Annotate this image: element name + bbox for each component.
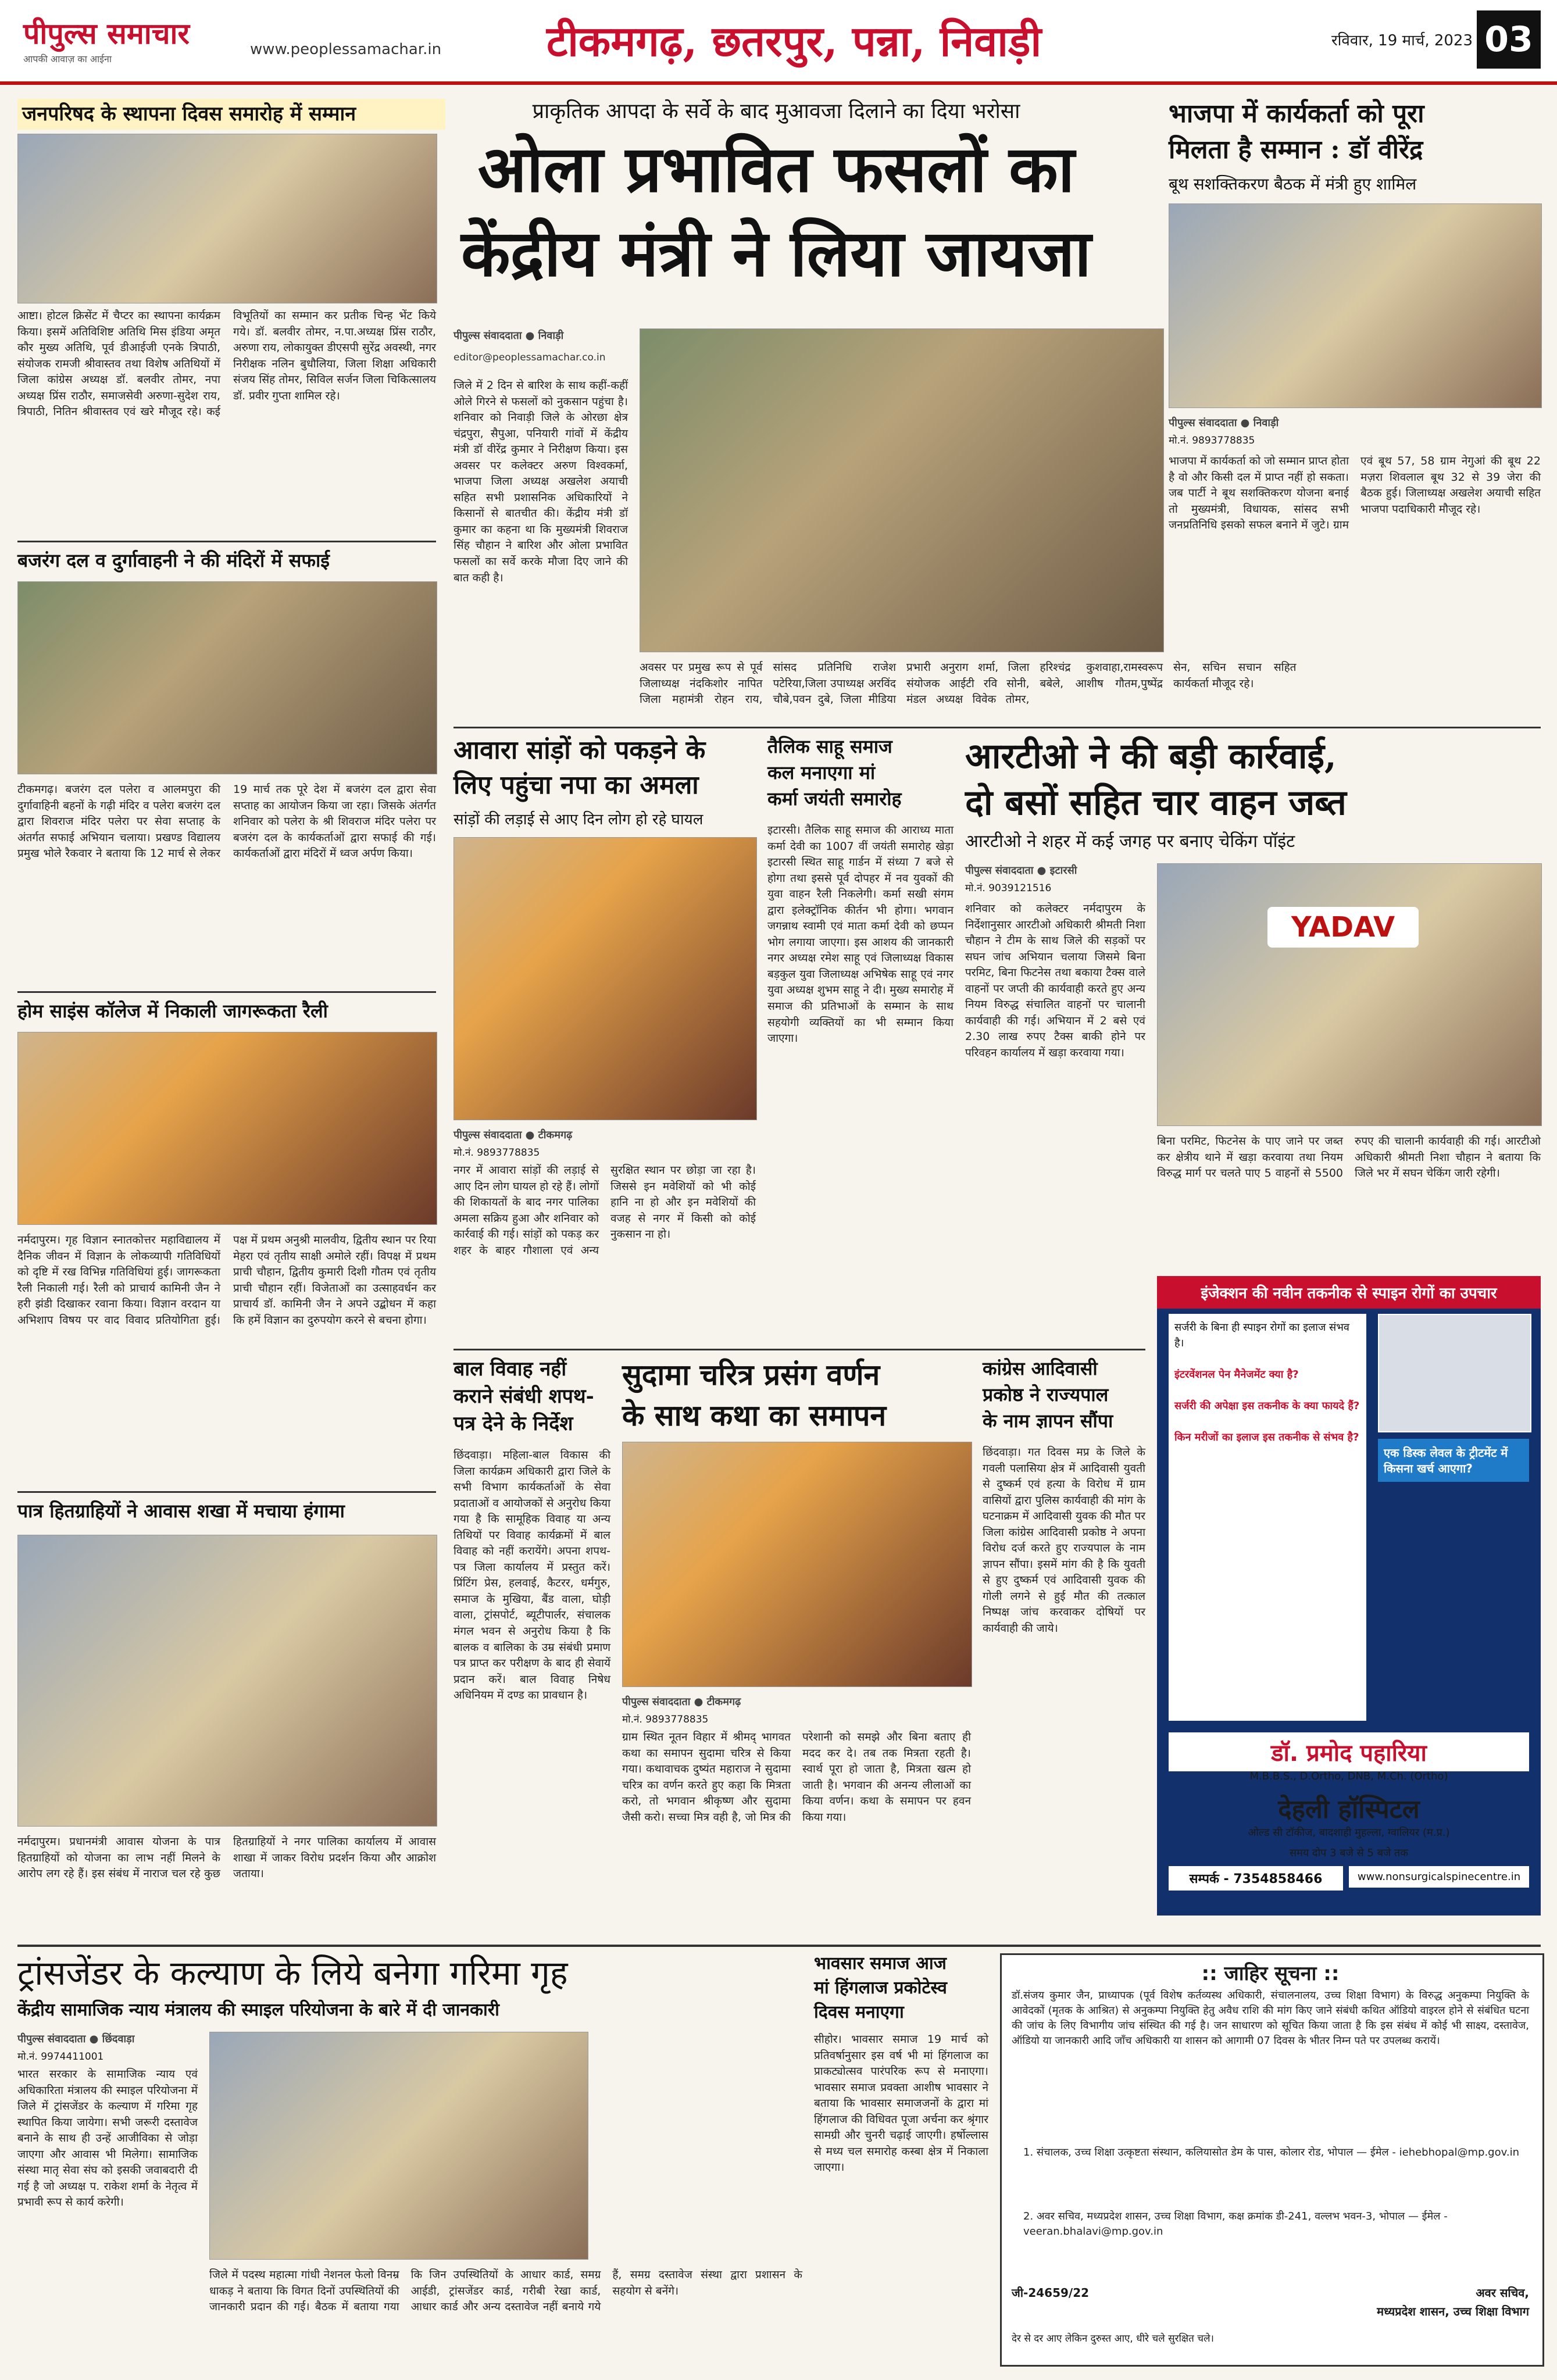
rto-headline-1: आरटीओ ने की बड़ी कार्रवाई,	[965, 736, 1337, 777]
sudama-headline-2: के साथ कथा का समापन	[622, 1398, 887, 1432]
brand-tagline: आपकी आवाज़ का आईना	[23, 53, 112, 65]
sand-photo	[453, 837, 757, 1120]
balvivah-headline-2: कराने संबंधी शपथ-	[453, 1385, 594, 1408]
page-number: 03	[1477, 10, 1541, 69]
sand-body: नगर में आवारा सांड़ों की लड़ाई से आए दिन लोग घायल हो रहे हैं। लोगों की शिकायतों के बाद नगर पालिका अमला सक्रिय हुआ और शनिवार को कार्रवाई की गई। सांड़ों को पकड़ कर शहर के बाहर गौशाला एवं अन्य सुरक्षित स्थान पर छोड़ा जा रहा है। जिससे इन मवेशियों को भी कोई हानि ना हो और इन मवेशियों की वजह से नगर में किसी को कोई नुकसान ना हो।	[453, 1164, 756, 1257]
sand-headline-2: लिए पहुंचा नपा का अमला	[453, 770, 699, 800]
teli-headline-3: कर्मा जयंती समारोह	[767, 788, 902, 810]
bhavsar-body: सीहोर। भावसार समाज 19 मार्च को प्रतिवर्षानुसार इस वर्ष भी मां हिंगलाज का प्राकट्योत्सव पारंपरिक रूप से मनाएगा। भावसार समाज प्रवक्ता आशीष भावसार ने बताया कि भावसार समाजजनों के द्वारा मां हिंगलाज की विधिवत पूजा अर्चना कर श्रृंगार सामग्री और चुनरी चढ़ाई जाएगी। हर्षोल्लास से मध्य चल समारोह कस्बा क्षेत्र में निकाला जाएगा।	[814, 2033, 988, 2174]
bhavsar-headline-2: मां हिंगलाज प्रकोटेस्व	[814, 1978, 947, 1998]
story2-body: टीकमगढ़। बजरंग दल पलेरा व आलमपुरा की दुर्गावाहिनी बहनों के गढ़ी मंदिर व पलेरा बजरंग दल द्वारा शिवराज मंदिर पलेरा पर सेवा सप्ताह के अंतर्गत सफाई अभियान चलाया। प्रखण्ड विद्यालय प्रमुख भोले रैकवार ने बताया कि 12 मार्च से लेकर 19 मार्च तक पूरे देश में बजरंग दल द्वारा सेवा सप्ताह का आयोजन किया जा रहा। जिसके अंतर्गत शनिवार को पलेरा के श्री शिवराज मंदिर पलेरा पर बजरंग दल के कार्यकर्ताओं द्वारा सफाई की गई। कार्यकर्ताओं द्वारा मंदिरों में ध्वज अर्पण किया।	[17, 783, 436, 860]
lead-body-2: अवसर पर प्रमुख रूप से पूर्व जिलाध्यक्ष नंदकिशोर नापित जिला महामंत्री रोहन राय, सांसद प्रतिनिधि राजेश पटेरिया,जिला उपाध्यक्ष अरविंद चौबे,पवन दुबे, जिला मीडिया प्रभारी अनुराग शर्मा, जिला संयोजक आईटी रवि सोनी, मंडल अध्यक्ष विवेक तोमर, हरिश्चंद्र कुशवाहा,रामस्वरूप बबेले, आशीष गौतम,पुष्पेंद्र सेन, सचिन सचान सहित कार्यकर्ता मौजूद रहे।	[640, 661, 1297, 706]
balvivah-headline-3: पत्र देने के निर्देश	[453, 1412, 573, 1435]
balvivah-body: छिंदवाड़ा। महिला-बाल विकास की जिला कार्यक्रम अधिकारी द्वारा जिले के सभी विभाग कार्यकर्ताओं के सेवा प्रदाताओं व आयोजकों से अनुरोध किया गया है कि सामूहिक विवाह या अन्य तिथियों पर विवाह कार्यक्रमों में बाल विवाह को नहीं करायेंगे। अपना शपथ-पत्र जिला कार्यालय में प्रस्तुत करें। प्रिंटिंग प्रेस, हलवाई, कैटरर, धर्मगुरु, समाज के मुखिया, बैंड वाला, घोड़ी वाला, ट्रांसपोर्ट, ब्यूटीपार्लर, संचालक मंगल भवन से अनुरोध किया है कि बालक व बालिका के उम्र संबंधी प्रमाण पत्र प्राप्त कर परीक्षण के बाद ही सेवायें प्रदान करें। बाल विवाह निषेध अधिनियम में दण्ड का प्रावधान है।	[453, 1449, 610, 1702]
bhavsar-headline-3: दिवस मनाएगा	[814, 2002, 904, 2022]
bjp-byline: पीपुल्स संवाददाता ● निवाड़ी	[1169, 417, 1279, 429]
ad-badge: एक डिस्क लेवल के ट्रीटमेंट में किसना खर्च आएगा?	[1378, 1439, 1529, 1482]
brand-name: पीपुल्स समाचार	[23, 16, 190, 51]
sand-subhead: सांड़ों की लड़ाई से आए दिन लोग हो रहे घायल	[453, 811, 703, 828]
trans-byline: पीपुल्स संवाददाता ● छिंदवाड़ा	[17, 2033, 135, 2045]
notice-body: डॉ.संजय कुमार जैन, प्राध्यापक (पूर्व विशेष कर्तव्यस्थ अधिकारी, संचालनालय, उच्च शिक्षा विभाग) के विरुद्ध अनुकम्पा नियुक्ति के आवेदकों (मृतक के आश्रित) से अनुकम्पा नियुक्ति हेतु अवैध राशि की मांग किए जाने संबंधी कथित ऑडियो वाइरल होने से संबंधित घटना की जांच के लिए विभागीय जांच संस्थित की गई है। जन साधारण को सूचित किया जाता है कि इस संबंध में कोई भी साक्ष्य, दस्तावेज, ऑडियो या जानकारी आदि जाँच अधिकारी या शासन को आगामी 07 दिवस के भीतर निम्न पते पर उपलब्ध करायें।	[1012, 1989, 1529, 2047]
ad-q1: सर्जरी के बिना ही स्पाइन रोगों का इलाज संभव है।	[1174, 1321, 1349, 1349]
rto-bus-photo	[1157, 863, 1542, 1126]
trans-mobile: मो.नं. 9974411001	[17, 2051, 104, 2063]
doctor-avatar	[1378, 1314, 1531, 1432]
rto-mobile: मो.नं. 9039121516	[965, 882, 1052, 894]
lead-headline-2: केंद्रीय मंत्री ने लिया जायजा	[461, 216, 1091, 291]
congress-headline-3: के नाम ज्ञापन सौंपा	[983, 1410, 1113, 1432]
sudama-byline: पीपुल्स संवाददाता ● टीकमगढ़	[622, 1696, 741, 1708]
sudama-photo	[622, 1442, 972, 1687]
ad-phone[interactable]: सम्पर्क - 7354858466	[1169, 1866, 1343, 1891]
bus-name-plate: YADAV	[1267, 907, 1419, 948]
trans-subhead: केंद्रीय सामाजिक न्याय मंत्रालय की स्माइल परियोजना के बारे में दी जानकारी	[17, 2000, 499, 2020]
notice-ref: जी-24659/22	[1012, 2286, 1090, 2300]
teli-headline-2: कल मनाएगा मां	[767, 762, 876, 784]
ad-q2: इंटरवेंशनल पेन मैनेजमेंट क्या है?	[1174, 1368, 1299, 1381]
story2-headline: बजरंग दल व दुर्गावाहनी ने की मंदिरों में सफाई	[17, 549, 330, 571]
balvivah-headline-1: बाल विवाह नहीं	[453, 1357, 567, 1381]
story3-photo	[17, 1032, 437, 1225]
sand-mobile: मो.नं. 9893778835	[453, 1147, 540, 1159]
notice-address-2: 2. अवर सचिव, मध्यप्रदेश शासन, उच्च शिक्षा विभाग, कक्ष क्रमांक डी-241, वल्लभ भवन-3, भोपाल — ईमेल - veeran.bhalavi@mp.gov.in	[1023, 2210, 1448, 2238]
lead-kicker: प्राकृतिक आपदा के सर्वे के बाद मुआवजा दिलाने का दिया भरोसा	[532, 99, 1020, 123]
bjp-mobile: मो.नं. 9893778835	[1169, 435, 1255, 446]
divider	[17, 991, 436, 993]
bhavsar-headline-1: भावसार समाज आज	[814, 1953, 947, 1974]
ad-title: इंजेक्शन की नवीन तकनीक से स्पाइन रोगों का उपचार	[1157, 1276, 1541, 1309]
rto-byline: पीपुल्स संवाददाता ● इटारसी	[965, 864, 1077, 877]
lead-byline: पीपुल्स संवाददाता ● निवाड़ी	[453, 330, 564, 342]
divider	[17, 1945, 1541, 1947]
rto-body-2: बिना परमिट, फिटनेस के पाए जाने पर जब्त कर क्षेत्रीय थाने में खड़ा करवाया तथा नियम विरुद्ध मार्ग पर चलते पाए 5 वाहनों से 5500 रुपए की चालानी कार्यवाही की गई। आरटीओ अधिकारी श्रीमती निशा चौहान ने बताया कि जिले भर में सघन चेकिंग जारी रहेगी।	[1157, 1135, 1541, 1180]
story4-headline: पात्र हितग्राहियों ने आवास शखा में मचाया हंगामा	[17, 1500, 345, 1522]
sand-byline: पीपुल्स संवाददाता ● टीकमगढ़	[453, 1129, 573, 1141]
congress-body: छिंदवाड़ा। गत दिवस मप्र के जिले के गवली पलासिया क्षेत्र में आदिवासी युवती से दुष्कर्म एवं हत्या के विरोध में ग्राम वासियों द्वारा पुलिस कार्यवाही की मांग के घटनाक्रम में आदिवासी युवक की मौत पर जिला कांग्रेस आदिवासी प्रकोष्ठ ने अपना विरोध दर्ज करते हुए राज्यपाल के नाम ज्ञापन सौंपा। इसमें मांग की है कि युवती से हुए दुष्कर्म एवं आदिवासी युवक की गोली लगने से हुई मौत की तत्काल निष्पक्ष जांच करवाकर दोषियों पर कार्यवाही की जाये।	[983, 1446, 1145, 1635]
divider	[17, 541, 436, 542]
ad-q4: किन मरीजों का इलाज इस तकनीक से संभव है?	[1174, 1431, 1359, 1443]
story4-photo	[17, 1535, 437, 1827]
ad-website[interactable]: www.nonsurgicalspinecentre.in	[1349, 1866, 1529, 1888]
congress-headline-2: प्रकोष्ठ ने राज्यपाल	[983, 1384, 1109, 1406]
divider	[17, 1491, 436, 1493]
sudama-headline-1: सुदामा चरित्र प्रसंग वर्णन	[622, 1357, 880, 1392]
notice-footer: देर से दर आए लेकिन दुरुस्त आए, धीरे चले सुरक्षित चले।	[1012, 2333, 1214, 2345]
trans-body-2: जिले में पदस्थ महात्मा गांधी नेशनल फेलो विनम्र धाकड़ ने बताया कि विगत दिनों उपस्थितियों की जानकारी प्रदान की गई। बैठक में बताया गया कि जिन उपस्थितियों के आधार कार्ड, समग्र आईडी, ट्रांसजेंडर कार्ड, गरीबी रेखा कार्ड, आधार कार्ड और अन्य दस्तावेज नहीं बनाये गये हैं, समग्र दस्तावेज संस्था द्वारा प्रशासन के सहयोग से बनेंगे।	[209, 2268, 802, 2314]
ad-address: ओल्ड सी टॉकीज, बादशाही मुहल्ला, ग्वालियर (म.प्र.)	[1248, 1827, 1450, 1839]
trans-headline: ट्रांसजेंडर के कल्याण के लिये बनेगा गरिमा गृह	[17, 1953, 568, 1993]
notice-sign-2: मध्यप्रदेश शासन, उच्च शिक्षा विभाग	[1377, 2304, 1529, 2318]
bjp-headline-1: भाजपा में कार्यकर्ता को पूरा	[1169, 99, 1424, 128]
rto-subhead: आरटीओ ने शहर में कई जगह पर बनाए चेकिंग पॉइंट	[965, 831, 1295, 852]
lead-photo	[640, 328, 1164, 652]
divider	[453, 1349, 1145, 1350]
story1-photo	[17, 134, 437, 303]
rto-headline-2: दो बसों सहित चार वाहन जब्त	[965, 782, 1347, 823]
sand-headline-1: आवारा सांड़ों को पकड़ने के	[453, 735, 706, 765]
bjp-subhead: बूथ सशक्तिकरण बैठक में मंत्री हुए शामिल	[1169, 174, 1417, 194]
bjp-headline-2: मिलता है सम्मान : डॉ वीरेंद्र	[1169, 135, 1423, 165]
issue-date: रविवार, 19 मार्च, 2023	[1331, 32, 1473, 49]
ad-q3: सर्जरी की अपेक्षा इस तकनीक के क्या फायदे हैं?	[1174, 1400, 1360, 1412]
lead-body-1: जिले में 2 दिन से बारिश के साथ कहीं-कहीं ओले गिरने से फसलों को नुकसान पहुंचा है। शनिवार को निवाड़ी जिले के ओरछा क्षेत्र चंद्रपुरा, सैपुआ, पनियारी गांवों में केंद्रीय मंत्री डॉ वीरेंद्र कुमार ने निरीक्षण किया। इस अवसर पर कलेक्टर अरुण विश्वकर्मा, भाजपा जिला अध्यक्ष अखलेश अयाची सहित सभी प्रशासनिक अधिकारियों ने किसानों से बातचीत की। केंद्रीय मंत्री डॉ कुमार का कहना था कि मुख्यमंत्री शिवराज सिंह चौहान ने बारिश और ओला प्रभावित फसलों का सर्वे करके मौजा दिए जाने की बात कही है।	[453, 379, 628, 584]
bjp-photo	[1169, 203, 1542, 408]
trans-body: भारत सरकार के सामाजिक न्याय एवं अधिकारिता मंत्रालय की स्माइल परियोजना में जिले में ट्रांसजेंडर के कल्याण में गरिमा गृह स्थापित किया जायेगा। सभी जरूरी दस्तावेज बनाने के साथ ही उन्हें आजीविका से जोड़ा जाएगा और आवास भी मिलेगा। सामाजिक संस्था मातृ सेवा संघ को इसकी जवाबदारी दी गई है जो अध्यक्ष प. राकेश शर्मा के नेतृत्व में प्रभावी रूप से कार्य करेगी।	[17, 2068, 198, 2209]
ad-faq	[1169, 1314, 1366, 1721]
ad-doctor-name: डॉ. प्रमोद पहारिया	[1169, 1732, 1529, 1771]
site-url[interactable]: www.peoplessamachar.in	[250, 41, 442, 58]
brand-logo	[23, 13, 190, 65]
bjp-body: भाजपा में कार्यकर्ता को जो सम्मान प्राप्त होता है वो और किसी दल में प्राप्त नहीं हो सकता। जब पार्टी ने बूथ सशक्तिकरण योजना बनाई तो मुख्यमंत्री, विधायक, सांसद सभी जनप्रतिनिधि इसको सफल बनाने में जुटे। ग्राम एवं बूथ 57, 58 ग्राम नेगुआं की बूथ 22 मज़रा शिवलाल बूथ 32 से 39 जेरा की बैठक हुई। जिलाध्यक्ष अखलेश अयाची सहित भाजपा पदाधिकारी मौजूद रहे।	[1169, 455, 1541, 532]
divider	[453, 727, 1541, 728]
notice-address-1: 1. संचालक, उच्च शिक्षा उत्कृष्टता संस्थान, कलियासोत डेम के पास, कोलार रोड, भोपाल — ईमेल - iehebhopal@mp.gov.in	[1023, 2146, 1519, 2159]
sudama-body: ग्राम स्थित नूतन विहार में श्रीमद् भागवत कथा का समापन सुदामा चरित्र से किया गया। कथावाचक दुष्यंत महाराज ने सुदामा चरित्र का वर्णन करते हुए कहा कि मित्रता करो, तो भगवान श्रीकृष्ण और सुदामा जैसी करो। सच्चा मित्र वही है, जो मित्र की परेशानी को समझे और बिना बताए ही मदद कर दे। तब तक मित्रता रहती है। स्वार्थ पूरा हो जाता है, मित्रता खत्म हो जाती है। भगवान की अनन्य लीलाओं का किया वर्णन। कथा के समापन पर हवन किया गया।	[622, 1731, 971, 1824]
trans-photo	[209, 2032, 588, 2260]
notice-sign-1: अवर सचिव,	[1476, 2286, 1529, 2300]
congress-headline-1: कांग्रेस आदिवासी	[983, 1357, 1098, 1380]
story2-photo	[17, 581, 437, 774]
lead-headline-1: ओला प्रभावित फसलों का	[477, 131, 1075, 206]
notice-title: :: जाहिर सूचना ::	[1201, 1962, 1340, 1985]
story4-body: नर्मदापुरम। प्रधानमंत्री आवास योजना के पात्र हितग्राहियों को योजना का लाभ नहीं मिलने के आरोप लग रहे हैं। इस संबंध में नाराज चल रहे कुछ हितग्राहियों ने नगर पालिका कार्यालय में आवास शाखा में जाकर विरोध प्रदर्शन किया और आक्रोश जताया।	[17, 1835, 436, 1881]
story3-body: नर्मदापुरम। गृह विज्ञान स्नातकोत्तर महाविद्यालय में दैनिक जीवन में विज्ञान के लोकव्यापी गतिविधियों को दृष्टि में रख विभिन्न गतिविधियां हुई। जागरूकता रैली निकाली गई। रैली को प्राचार्य कामिनी जैन ने हरी झंडी दिखाकर रवाना किया। विज्ञान वरदान या अभिशाप विषय पर वाद विवाद प्रतियोगिता हुई। पक्ष में प्रथम अनुश्री मालवीय, द्वितीय स्थान पर रिया मेहरा एवं तृतीय साक्षी अमोले रहीं। विपक्ष में प्रथम प्राची चौहान, द्वितीय कुमारी दिशी गौतम एवं तृतीय प्राची चौहान रहीं। विजेताओं का उत्साहवर्धन कर प्राचार्य डॉ. कामिनी जैन ने अपने उद्बोधन में कहा कि हमें विज्ञान का दुरुपयोग करने से बचना होगा।	[17, 1234, 436, 1327]
region-title: टीकमगढ़, छतरपुर, पन्ना, निवाड़ी	[547, 16, 1042, 66]
story1-headline: जनपरिषद के स्थापना दिवस समारोह में सम्मान	[17, 99, 445, 130]
teli-body: इटारसी। तैलिक साहू समाज की आराध्य माता कर्मा देवी का 1007 वीं जयंती समारोह खेड़ा इटारसी स्थित साहू गार्डन में संध्या 7 बजे से होगा तथा इससे पूर्व दोपहर में नव युवकों की युवा वाहन रैली निकलेगी। कर्मा सखी संगम द्वारा इलेक्ट्रॉनिक कीर्तन भी होगा। भगवान जगन्नाथ स्वामी एवं माता कर्मा देवी को छप्पन भोग लगाया जाएगा। इस आशय की जानकारी नगर अध्यक्ष रमेश साहू एवं जिलाध्यक्ष विकास बड़कुल युवा जिलाध्यक्ष अभिषेक साहू एवं नगर युवा अध्यक्ष शुभम साहू ने दी। मुख्य समारोह में समाज की प्रतिभाओं के सम्मान के साथ सहयोगी व्यक्तियों का भी सम्मान किया जाएगा।	[767, 824, 954, 1045]
story1-body: आष्टा। होटल क्रिसेंट में चैप्टर का स्थापना कार्यक्रम किया। इसमें अतिविशिष्ट अतिथि मिस इंडिया अमृत कौर मुख्य अतिथि, पूर्व डीआईजी एनके त्रिपाठी, संयोजक रामजी श्रीवास्तव तथा विशेष अतिथियों में जिला कांग्रेस अध्यक्ष डॉ. बलवीर तोमर, नपा अध्यक्ष प्रिंस राठौर, समाजसेवी अरुणा-सुदेश राय, त्रिपाठी, नितिन श्रीवास्तव एवं खरे मौजूद रहे। कई विभूतियों का सम्मान कर प्रतीक चिन्ह भेंट किये गये। डॉ. बलवीर तोमर, न.पा.अध्यक्ष प्रिंस राठौर, अरुणा राय, लोकायुक्त डीएसपी सुरेंद्र अवस्थी, नगर निरीक्षक नलिन बुधौलिया, जिला शिक्षा अधिकारी संजय सिंह तोमर, सिविल सर्जन जिला चिकित्सालय डॉ. प्रवीर गुप्ता शामिल रहे।	[17, 309, 436, 419]
ad-hospital: देहली हॉस्पिटल	[1278, 1795, 1420, 1824]
ad-doctor-degree: M.B.B.S., D.Ortho, DNB, M.Ch. (Ortho)	[1249, 1770, 1448, 1782]
ad-timing: समय दोप 3 बजे से 5 बजे तक	[1289, 1847, 1409, 1859]
story3-headline: होम साइंस कॉलेज में निकाली जागरूकता रैली	[17, 1000, 328, 1022]
teli-headline-1: तैलिक साहू समाज	[767, 735, 892, 757]
lead-email[interactable]: editor@peoplessamachar.co.in	[453, 352, 606, 363]
rto-body: शनिवार को कलेक्टर नर्मदापुरम के निर्देशानुसार आरटीओ अधिकारी श्रीमती निशा चौहान ने टीम के साथ जिले की सड़कों पर सघन जांच अभियान चलाया जिसमे बिना परमिट, बिना फिटनेस तथा बकाया टैक्स वाले वाहनों पर जप्ती की कार्यवाही करते हुए अन्य नियम विरुद्ध संचालित वाहनों पर चालानी कार्यवाही की गई। अभियान में 2 बसे एवं 2.30 लाख रुपए टैक्स बाकी होने पर परिवहन कार्यालय में खड़ा करवाया गया।	[965, 902, 1145, 1059]
sudama-mobile: मो.नं. 9893778835	[622, 1714, 709, 1725]
